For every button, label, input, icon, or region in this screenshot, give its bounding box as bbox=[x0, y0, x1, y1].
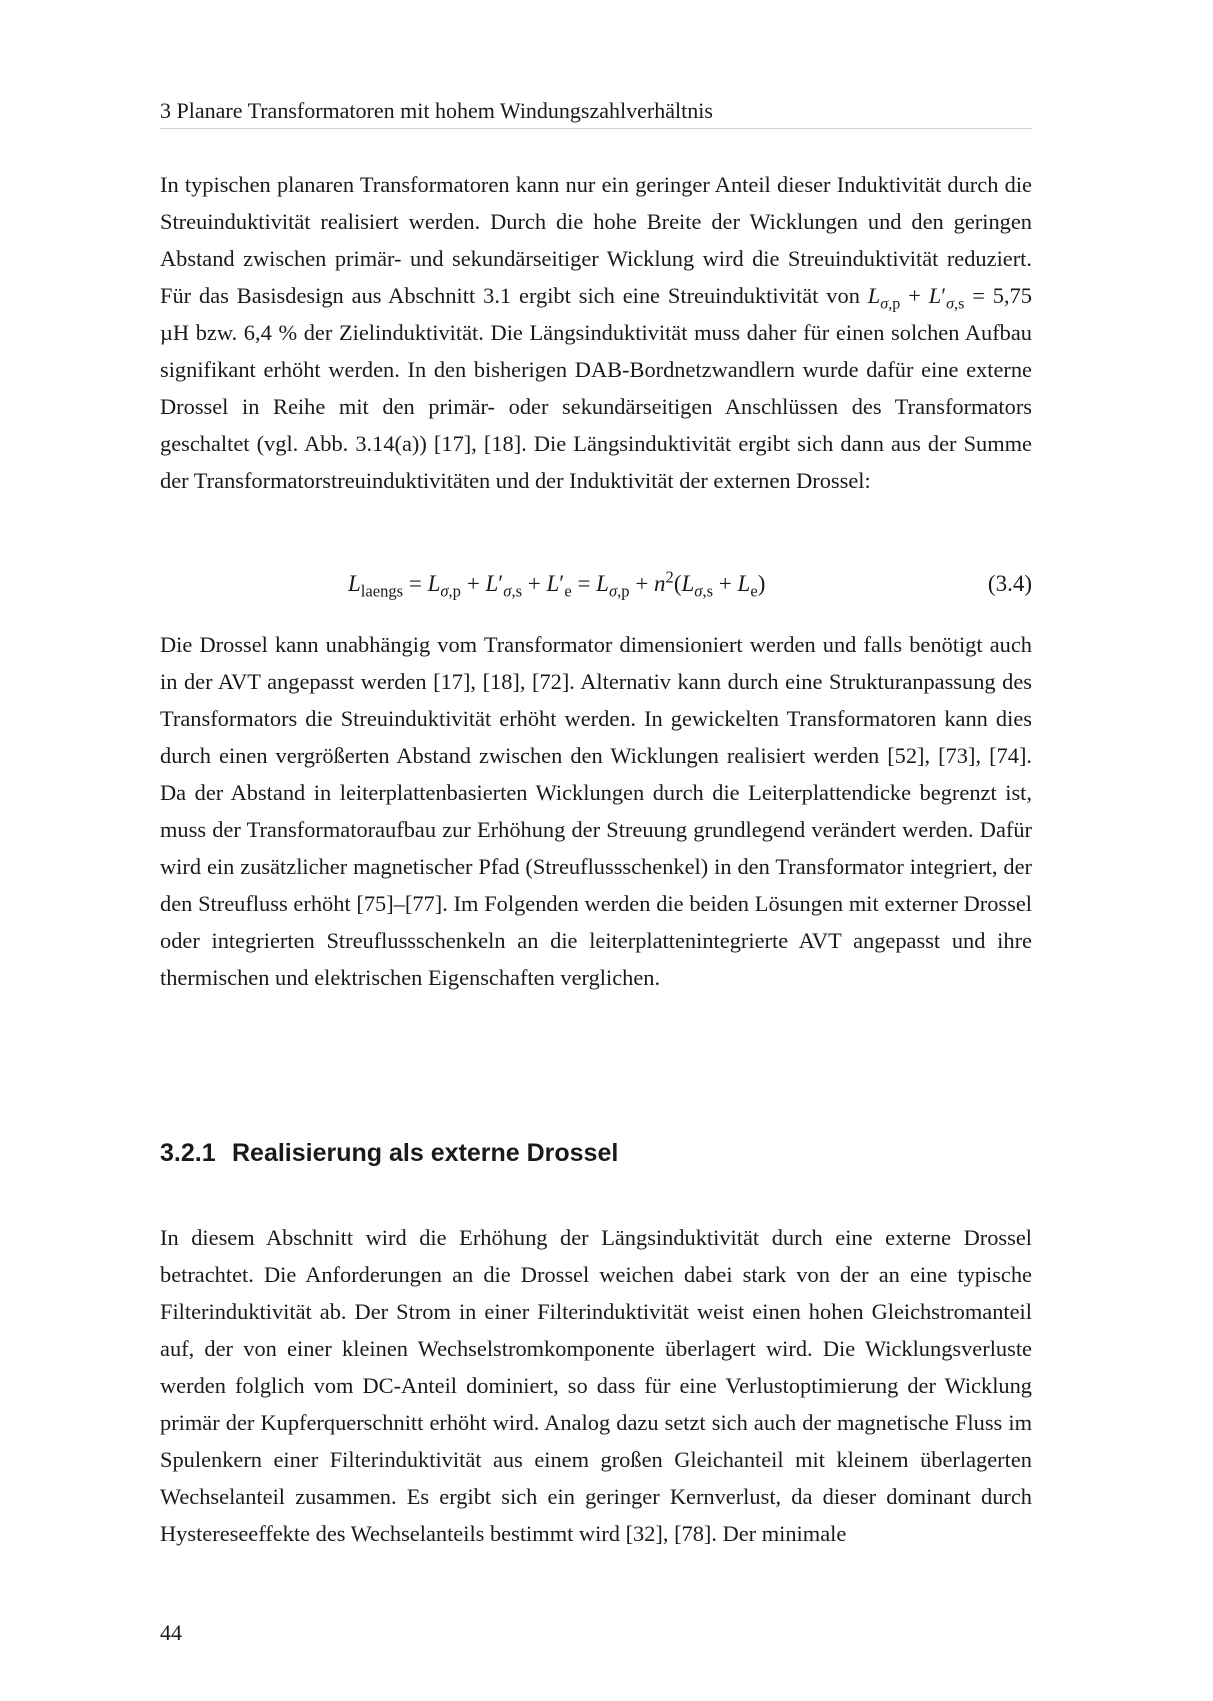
paragraph-3: In diesem Abschnitt wird die Erhöhung der Längsinduktivität durch eine externe Drossel betrachtet. Die Anforderungen an die Drossel weichen dabei stark von der an eine typische Filterinduktivität ab. Der Strom in einer Filterinduktivität weist einen hohen Gleichstromanteil auf, der von einer kleinen Wechselstromkomponente überlagert wird. Die Wicklungsverluste werden folglich vom DC-Anteil dominiert, so dass für eine Verlustoptimierung der Wicklung primär der Kupferquerschnitt erhöht wird. Analog dazu setzt sich auch der magnetische Fluss im Spulenkern einer Filterinduktivität aus einem großen Gleichanteil mit kleinem überlagerten Wechselanteil zusammen. Es ergibt sich ein geringer Kernverlust, da dieser dominant durch Hystereseeffekte des Wechselanteils bestimmt wird [32], [78]. Der minimale bbox=[160, 1225, 1032, 1546]
paragraph-1-text-a: In typischen planaren Transformatoren kann nur ein geringer Anteil dieser Induktivität durch die Streuinduktivität realisiert werden. Durch die hohe Breite der Wicklungen und den geringen Abstand zwischen primär- und sekundärseitiger Wicklung wird die Streuinduktivität reduziert. Für das Basisdesign aus Abschnitt 3.1 ergibt sich eine Streuinduktivität von bbox=[160, 172, 1032, 308]
running-header: 3 Planare Transformatoren mit hohem Windungszahlverhältnis bbox=[160, 96, 1032, 129]
equation-body: $L_{laengs} = L_{\sigma,p} + L'_{\sigma,s} + L'_e = L_{\sigma,p} + n^2(L_{\sigma,s} + L_e)$ bbox=[348, 567, 766, 601]
section-number: 3.2.1 bbox=[160, 1139, 216, 1167]
section-title-text: Realisierung als externe Drossel bbox=[232, 1139, 619, 1167]
equation-number: (3.4) bbox=[987, 571, 1032, 596]
page-number: 44 bbox=[160, 1620, 182, 1645]
inline-value: = 5,75 µH bzw. 6,4 % der Zielinduktivität. bbox=[160, 283, 1032, 345]
inline-formula-stray-inductance: $L_{\sigma,p} + L'_{\sigma,s}$ bbox=[867, 283, 965, 313]
paragraph-1-text-b: Die Längsinduktivität muss daher für einen solchen Aufbau signifikant erhöht werden. In den bisherigen DAB-Bordnetzwandlern wurde dafür eine externe Drossel in Reihe mit den primär- oder sekundärseitigen Anschlüssen des Transformators geschaltet (vgl. Abb. 3.14(a)) [17], [18]. Die Längsinduktivität ergibt sich dann aus der Summe der Transformatorstreuinduktivitäten und der Induktivität der externen Drossel: bbox=[160, 320, 1032, 493]
paragraph-2: Die Drossel kann unabhängig vom Transformator dimensioniert werden und falls benötigt auch in der AVT angepasst werden [17], [18], [72]. Alternativ kann durch eine Strukturanpassung des Transformators die Streuinduktivität erhöht werden. In gewickelten Transformatoren kann dies durch einen vergrößerten Abstand zwischen den Wicklungen realisiert werden [52], [73], [74]. Da der Abstand in leiterplattenbasierten Wicklungen durch die Leiterplattendicke begrenzt ist, muss der Transformatoraufbau zur Erhöhung der Streuung grundlegend verändert werden. Dafür wird ein zusätzlicher magnetischer Pfad (Streuflussschenkel) in den Transformator integriert, der den Streufluss erhöht [75]–[77]. Im Folgenden werden die beiden Lösungen mit externer Drossel oder integrierten Streuflussschenkeln an die leiterplattenintegrierte AVT angepasst und ihre thermischen und elektrischen Eigenschaften verglichen. bbox=[160, 632, 1032, 990]
equation-3-4 bbox=[160, 564, 1032, 604]
paragraph-1 bbox=[160, 166, 1032, 499]
section-heading bbox=[160, 1136, 1032, 1170]
